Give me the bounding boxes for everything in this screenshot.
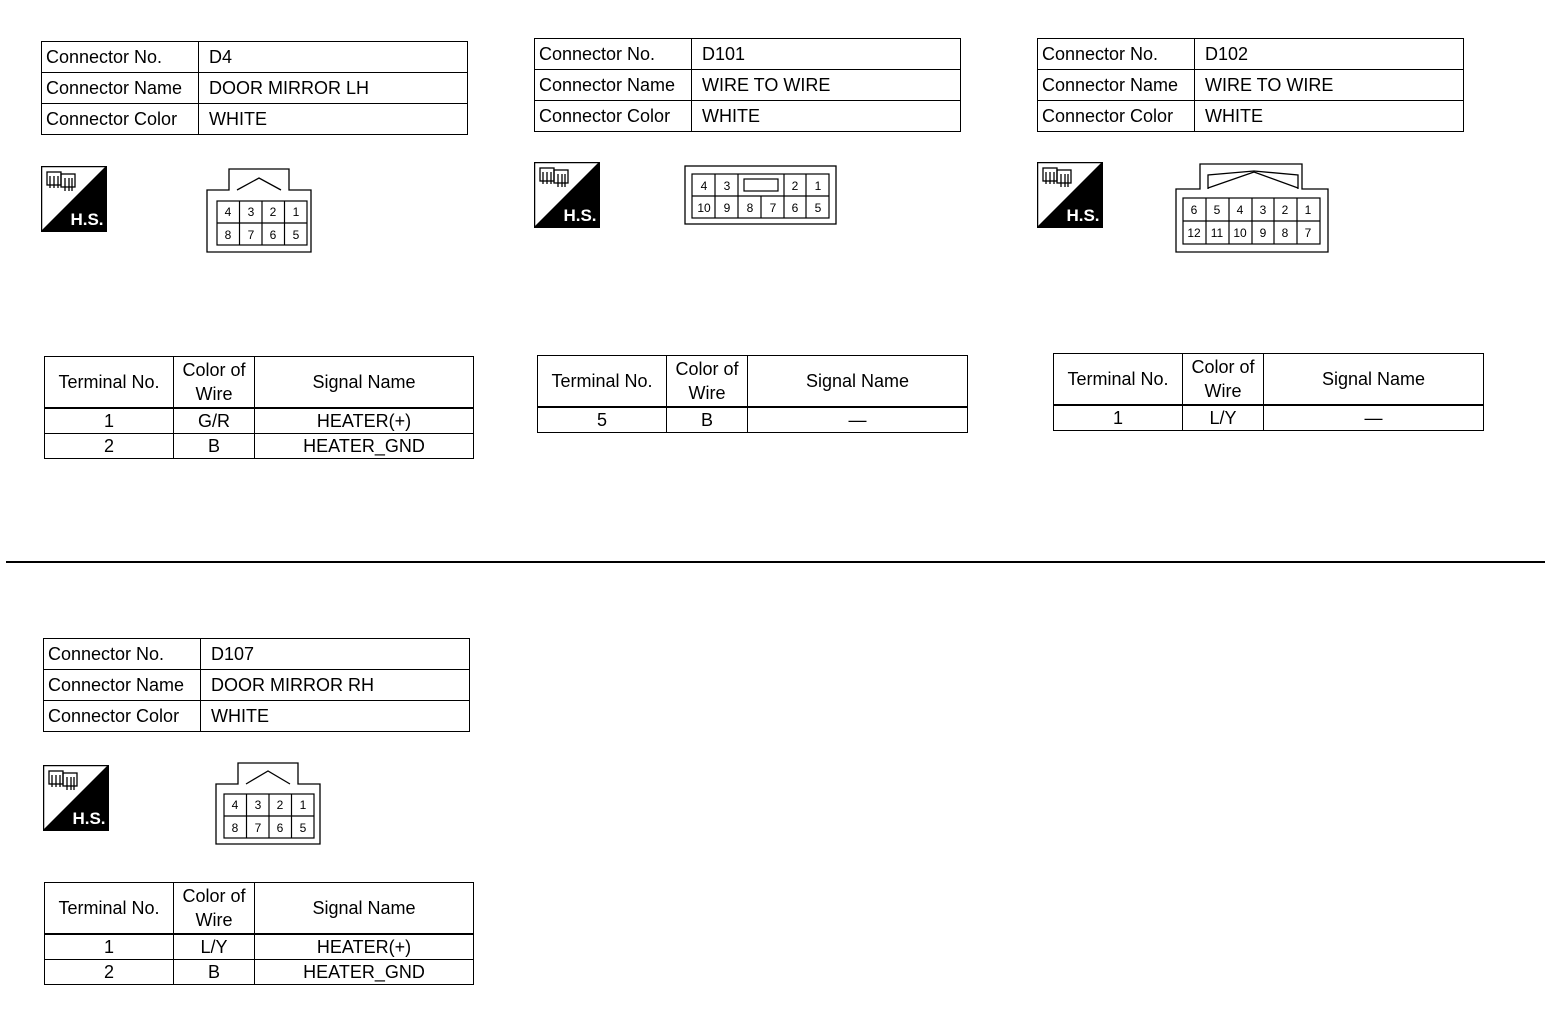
connector-info-table-d101 — [534, 38, 961, 132]
connector-info-table-d107 — [43, 638, 470, 732]
connector-name-value: DOOR MIRROR LH — [199, 73, 468, 104]
connector-name-label: Connector Name — [535, 70, 692, 101]
wire-color-cell: L/Y — [174, 934, 255, 960]
terminal-no-cell: 1 — [45, 408, 174, 434]
harness-side-icon — [534, 162, 600, 228]
pin-label: 1 — [292, 205, 300, 219]
color-of-wire-line1: Color of — [675, 359, 739, 379]
pin-label: 7 — [1304, 226, 1312, 240]
pin-label: 5 — [292, 228, 300, 242]
pin-label: 7 — [247, 228, 255, 242]
pin-label: 2 — [1281, 203, 1289, 217]
connector-color-label: Connector Color — [42, 104, 199, 135]
signal-name-cell: HEATER_GND — [255, 434, 474, 459]
pin-label: 3 — [723, 179, 731, 193]
section-divider — [6, 561, 1545, 563]
terminal-no-header: Terminal No. — [45, 357, 174, 409]
connector-info-table-d102 — [1037, 38, 1464, 132]
terminal-no-header: Terminal No. — [45, 883, 174, 935]
pin-label: 5 — [1213, 203, 1221, 217]
connector-name-label: Connector Name — [42, 73, 199, 104]
pin-label: 7 — [254, 821, 262, 835]
signal-name-header: Signal Name — [255, 357, 474, 409]
pin-label: 4 — [1236, 203, 1244, 217]
signal-name-header: Signal Name — [748, 356, 968, 408]
pin-label: 6 — [791, 201, 799, 215]
terminal-no-cell: 2 — [45, 434, 174, 459]
pin-label: 8 — [231, 821, 239, 835]
table-row — [45, 934, 474, 960]
pin-label: 7 — [769, 201, 777, 215]
hs-label: H.S. — [563, 206, 597, 225]
signal-name-cell: HEATER(+) — [255, 408, 474, 434]
connector-no-label: Connector No. — [42, 42, 199, 73]
pin-label: 9 — [1259, 226, 1267, 240]
pin-label: 8 — [746, 201, 754, 215]
harness-side-icon — [43, 765, 109, 831]
pin-label: 1 — [299, 798, 307, 812]
signal-name-cell: — — [748, 407, 968, 433]
wire-color-cell: G/R — [174, 408, 255, 434]
connector-no-value: D102 — [1195, 39, 1464, 70]
wire-color-cell: B — [174, 960, 255, 985]
hs-label: H.S. — [72, 809, 106, 828]
pin-label: 5 — [299, 821, 307, 835]
terminal-table-d101 — [537, 355, 968, 433]
connector-no-label: Connector No. — [535, 39, 692, 70]
connector-name-value: WIRE TO WIRE — [1195, 70, 1464, 101]
signal-name-cell: HEATER_GND — [255, 960, 474, 985]
connector-name-label: Connector Name — [44, 670, 201, 701]
pin-label: 8 — [224, 228, 232, 242]
color-of-wire-header — [667, 356, 748, 408]
hs-label: H.S. — [1066, 206, 1100, 225]
connector-name-value: WIRE TO WIRE — [692, 70, 961, 101]
table-row — [1054, 405, 1484, 431]
connector-color-value: WHITE — [692, 101, 961, 132]
color-of-wire-line2: Wire — [1204, 381, 1242, 401]
connector-info-table-d4 — [41, 41, 468, 135]
pin-label: 3 — [254, 798, 262, 812]
connector-color-value: WHITE — [201, 701, 470, 732]
terminal-no-cell: 2 — [45, 960, 174, 985]
connector-color-value: WHITE — [199, 104, 468, 135]
color-of-wire-header — [174, 357, 255, 409]
color-of-wire-header — [1183, 354, 1264, 406]
pin-label: 6 — [1190, 203, 1198, 217]
pin-label: 5 — [814, 201, 822, 215]
connector-no-value: D107 — [201, 639, 470, 670]
pin-label: 10 — [697, 201, 711, 215]
color-of-wire-line1: Color of — [182, 360, 246, 380]
pin-label: 1 — [1304, 203, 1312, 217]
pin-label: 10 — [1233, 226, 1247, 240]
color-of-wire-line2: Wire — [195, 384, 233, 404]
harness-side-icon — [41, 166, 107, 232]
connector-no-label: Connector No. — [1038, 39, 1195, 70]
terminal-table-d4 — [44, 356, 474, 459]
terminal-no-cell: 5 — [538, 407, 667, 433]
pin-label: 3 — [247, 205, 255, 219]
pin-label: 6 — [276, 821, 284, 835]
color-of-wire-header — [174, 883, 255, 935]
wire-color-cell: B — [174, 434, 255, 459]
wire-color-cell: L/Y — [1183, 405, 1264, 431]
pin-label: 3 — [1259, 203, 1267, 217]
table-row — [45, 408, 474, 434]
connector-face-d101 — [684, 165, 838, 227]
signal-name-cell: — — [1264, 405, 1484, 431]
connector-no-value: D101 — [692, 39, 961, 70]
signal-name-header: Signal Name — [1264, 354, 1484, 406]
pin-label: 9 — [723, 201, 731, 215]
terminal-no-cell: 1 — [45, 934, 174, 960]
pin-label: 2 — [791, 179, 799, 193]
terminal-no-header: Terminal No. — [538, 356, 667, 408]
connector-face-d4 — [205, 168, 315, 254]
connector-color-label: Connector Color — [1038, 101, 1195, 132]
terminal-no-cell: 1 — [1054, 405, 1183, 431]
color-of-wire-line1: Color of — [1191, 357, 1255, 377]
connector-name-label: Connector Name — [1038, 70, 1195, 101]
terminal-table-d107 — [44, 882, 474, 985]
connector-no-label: Connector No. — [44, 639, 201, 670]
pin-label: 6 — [269, 228, 277, 242]
harness-side-icon — [1037, 162, 1103, 228]
table-row — [538, 407, 968, 433]
connector-color-label: Connector Color — [535, 101, 692, 132]
terminal-no-header: Terminal No. — [1054, 354, 1183, 406]
pin-label: 4 — [231, 798, 239, 812]
color-of-wire-line2: Wire — [195, 910, 233, 930]
connector-color-label: Connector Color — [44, 701, 201, 732]
connector-color-value: WHITE — [1195, 101, 1464, 132]
pin-label: 2 — [269, 205, 277, 219]
pin-label: 2 — [276, 798, 284, 812]
pin-label: 4 — [224, 205, 232, 219]
pin-label: 8 — [1281, 226, 1289, 240]
pin-label: 11 — [1210, 226, 1224, 240]
table-row — [45, 434, 474, 459]
connector-no-value: D4 — [199, 42, 468, 73]
table-row — [45, 960, 474, 985]
terminal-table-d102 — [1053, 353, 1484, 431]
pin-label: 12 — [1187, 226, 1201, 240]
connector-name-value: DOOR MIRROR RH — [201, 670, 470, 701]
pin-label: 4 — [700, 179, 708, 193]
connector-face-d107 — [214, 762, 324, 848]
color-of-wire-line1: Color of — [182, 886, 246, 906]
signal-name-cell: HEATER(+) — [255, 934, 474, 960]
hs-label: H.S. — [70, 210, 104, 229]
pin-label: 1 — [814, 179, 822, 193]
signal-name-header: Signal Name — [255, 883, 474, 935]
color-of-wire-line2: Wire — [688, 383, 726, 403]
connector-face-d102 — [1174, 163, 1330, 254]
wire-color-cell: B — [667, 407, 748, 433]
